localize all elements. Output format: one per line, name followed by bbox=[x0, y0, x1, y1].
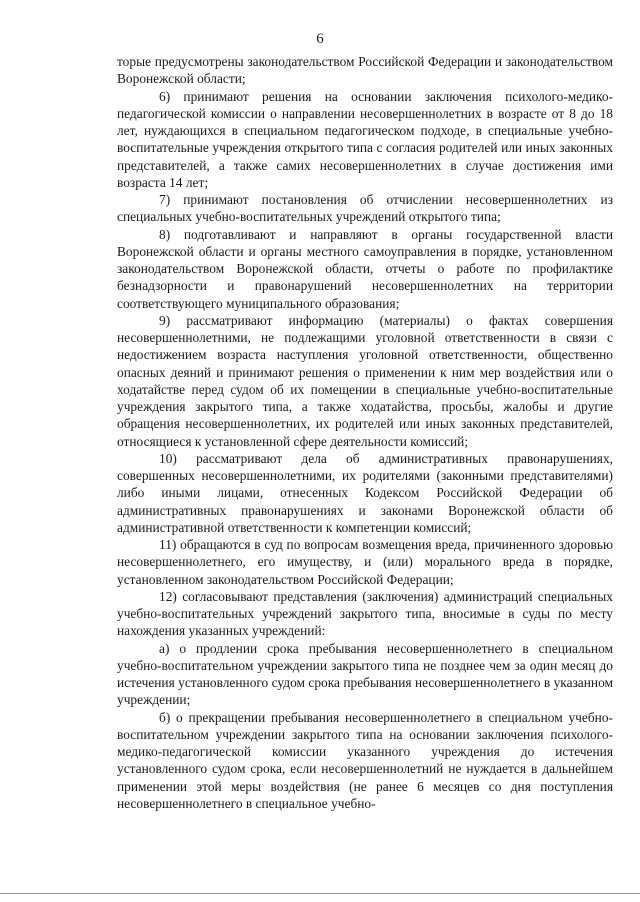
paragraph-continuation: торые предусмотрены законодательством Российской Федерации и законодательством Воронежской области; bbox=[117, 54, 613, 87]
paragraph-subitem-a: а) о продлении срока пребывания несовершеннолетнего в специальном учебно-воспитательном учреждении закрытого типа не позднее чем за один месяц до истечения установленного судом срока пребывания несовершеннолетнего в указанном учреждении; bbox=[117, 640, 613, 708]
paragraph-item-9: 9) рассматривают информацию (материалы) о фактах совершения несовершеннолетними, не подлежащими уголовной ответственности в связи с недостижением возраста наступления уголовной ответственности, общественно опасных деяний и принимают решения о применении к ним мер воздействия или о ходатайстве перед судом об их помещении в специальные учебно-воспитательные учреждения закрытого типа, а также ходатайства, просьбы, жалобы и другие обращения несовершеннолетних, их родителей или иных законных представителей, относящиеся к установленной сфере деятельности комиссий; bbox=[117, 312, 613, 449]
paragraph-item-6: 6) принимают решения на основании заключения психолого-медико-педагогической комиссии о направлении несовершеннолетних в возрасте от 8 до 18 лет, нуждающихся в специальном педагогическом подходе, в специальные учебно-воспитательные учреждения открытого типа с согласия родителей или иных законных представителей, а также самих несовершеннолетних в случае достижения ими возраста 14 лет; bbox=[117, 88, 613, 190]
document-body bbox=[117, 53, 613, 812]
footer-divider bbox=[0, 893, 640, 894]
paragraph-item-7: 7) принимают постановления об отчислении несовершеннолетних из специальных учебно-воспитательных учреждений открытого типа; bbox=[117, 192, 613, 225]
paragraph-item-8: 8) подготавливают и направляют в органы государственной власти Воронежской области и органы местного самоуправления в порядке, установленном законодательством Воронежской области, отчеты о работе по профилактике безнадзорности и правонарушений несовершеннолетних на территории соответствующего муниципального образования; bbox=[117, 226, 613, 311]
paragraph-item-12: 12) согласовывают представления (заключения) администраций специальных учебно-воспитательных учреждений закрытого типа, вносимые в суды по месту нахождения указанных учреждений: bbox=[117, 588, 613, 639]
page-number: 6 bbox=[316, 31, 324, 47]
paragraph-item-10: 10) рассматривают дела об административных правонарушениях, совершенных несовершеннолетними, их родителями (законными представителями) либо иными лицами, отнесенных Кодексом Российской Федерации об административных правонарушениях и законами Воронежской области об административной ответственности к компетенции комиссий; bbox=[117, 450, 613, 535]
paragraph-item-11: 11) обращаются в суд по вопросам возмещения вреда, причиненного здоровью несовершеннолетнего, его имуществу, и (или) морального вреда в порядке, установленном законодательством Российской Федерации; bbox=[117, 537, 613, 587]
paragraph-subitem-b: б) о прекращении пребывания несовершеннолетнего в специальном учебно-воспитательном учреждении закрытого типа на основании заключения психолого-медико-педагогической комиссии указанного учреждения до истечения установленного судом срока, если несовершеннолетний не нуждается в дальнейшем применении этой меры воздействия (не ранее 6 месяцев со дня поступления несовершеннолетнего в специальное учебно- bbox=[117, 709, 613, 811]
